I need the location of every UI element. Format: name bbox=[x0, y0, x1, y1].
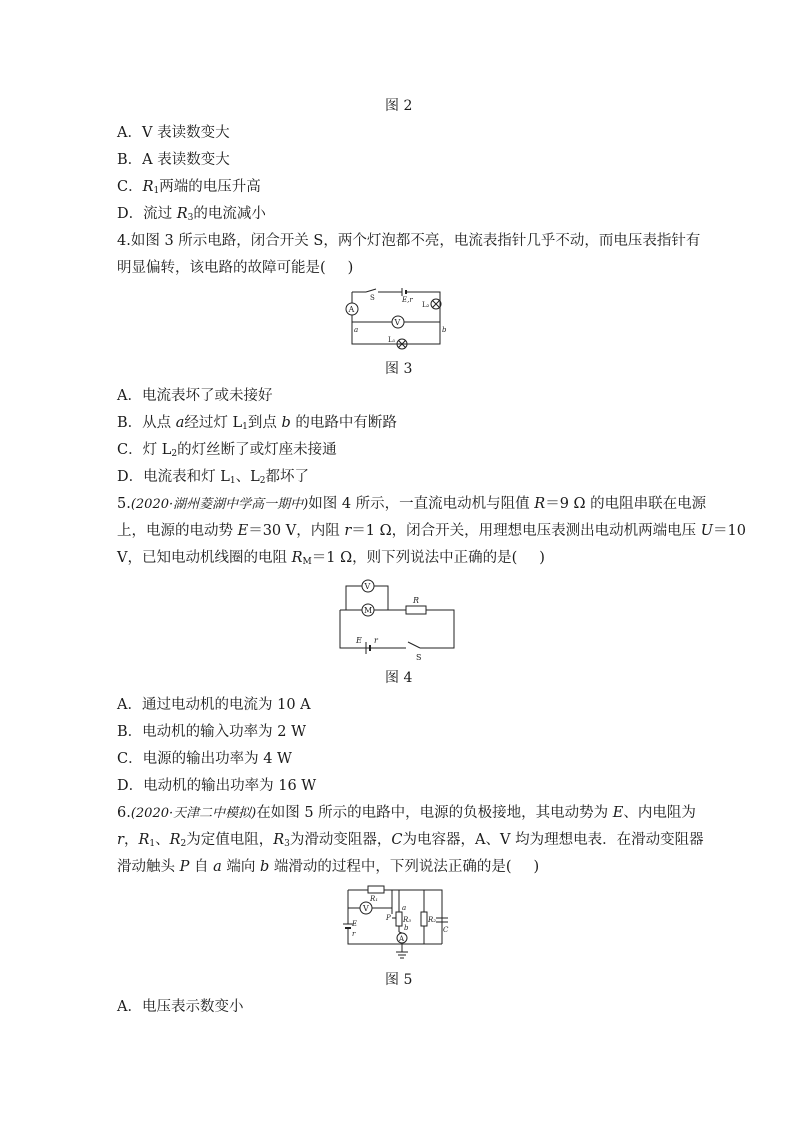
q3-option-d: D．流过 $R_3$的电流减小 bbox=[117, 206, 266, 223]
q6-option-a: A．电压表示数变小 bbox=[117, 999, 244, 1015]
fig5-circuit bbox=[340, 882, 452, 964]
fig2-caption: 图 2 bbox=[385, 98, 413, 114]
fig5-voltmeter-label: V bbox=[363, 904, 369, 913]
q6-stem-line1: 6.(2020·天津二中模拟)在如图 5 所示的电路中，电源的负极接地，其电动势为 E、内电阻为 bbox=[117, 805, 696, 821]
q6-stem-line3: 滑动触头 P 自 a 端向 b 端滑动的过程中，下列说法正确的是( ) bbox=[117, 859, 540, 875]
fig5-cap-label: C bbox=[443, 926, 449, 934]
fig5-emf-label: E bbox=[352, 920, 358, 928]
q5-stem-line1: 5.(2020·湖州菱湖中学高一期中)如图 4 所示，一直流电动机与阻值 R＝9 Ω 的电阻串联在电源 bbox=[117, 496, 707, 512]
q5-stem-line2: 上，电源的电动势 E＝30 V，内阻 r＝1 Ω，闭合开关，用理想电压表测出电动机两端电压 U＝10 bbox=[117, 523, 746, 539]
fig5-slider-label: P bbox=[386, 914, 391, 922]
fig3-caption: 图 3 bbox=[385, 361, 413, 377]
q3-option-b: B．A 表读数变大 bbox=[117, 152, 230, 168]
fig5-caption: 图 5 bbox=[385, 972, 413, 988]
fig4-caption: 图 4 bbox=[385, 670, 413, 686]
q5-option-a: A．通过电动机的电流为 10 A bbox=[117, 697, 311, 713]
fig4-emf-label: E bbox=[356, 636, 362, 645]
fig3-battery-label: E,r bbox=[402, 296, 413, 304]
fig3-switch-label: S bbox=[370, 294, 375, 302]
fig5-r3-label: R₃ bbox=[403, 916, 412, 924]
q4-stem-line2: 明显偏转，该电路的故障可能是( ) bbox=[117, 260, 354, 276]
q4-option-d: D．电流表和灯 $L_1$、$L_2$都坏了 bbox=[117, 469, 309, 486]
fig3-node-b: b bbox=[442, 326, 447, 334]
q3-option-c: C．$R_1$两端的电压升高 bbox=[117, 179, 261, 196]
fig3-ammeter-label: A bbox=[348, 305, 355, 314]
q4-option-a: A．电流表坏了或未接好 bbox=[117, 388, 273, 404]
fig4-resistor-label: R bbox=[413, 596, 420, 605]
fig5-r1-label: R₁ bbox=[370, 895, 379, 903]
q3-option-a: A．V 表读数变大 bbox=[117, 125, 230, 141]
fig3-node-a: a bbox=[354, 326, 359, 334]
fig3-lamp2-label: L₂ bbox=[422, 301, 430, 309]
fig3-voltmeter-label: V bbox=[394, 318, 401, 327]
fig3-circuit bbox=[340, 284, 448, 352]
q5-option-b: B．电动机的输入功率为 2 W bbox=[117, 724, 307, 740]
q4-option-b: B．从点 a经过灯 $L_1$到点 b 的电路中有断路 bbox=[117, 415, 397, 432]
fig5-r2-label: R₂ bbox=[428, 916, 437, 924]
fig4-voltmeter-label: V bbox=[364, 582, 371, 591]
fig4-internal-label: r bbox=[374, 636, 378, 645]
fig5-ammeter-label: A bbox=[399, 935, 405, 943]
fig3-lamp1-label: L₁ bbox=[388, 336, 396, 344]
q4-option-c: C．灯 $L_2$的灯丝断了或灯座未接通 bbox=[117, 442, 337, 459]
fig5-node-b: b bbox=[404, 924, 409, 932]
fig4-motor-label: M bbox=[364, 606, 373, 615]
fig5-internal-label: r bbox=[352, 930, 356, 938]
q5-stem-line3: V，已知电动机线圈的电阻 $R_M=1$ Ω，则下列说法中正确的是( ) bbox=[117, 550, 545, 567]
q5-option-d: D．电动机的输出功率为 16 W bbox=[117, 778, 317, 794]
fig5-node-a: a bbox=[402, 904, 407, 912]
q5-option-c: C．电源的输出功率为 4 W bbox=[117, 751, 292, 767]
fig4-circuit bbox=[336, 576, 460, 662]
q4-stem-line1: 4.如图 3 所示电路，闭合开关 S，两个灯泡都不亮，电流表指针几乎不动，而电压表指针有 bbox=[117, 233, 701, 249]
q6-stem-line2: r，$R_1$、$R_2$为定值电阻，$R_3$为滑动变阻器，C为电容器，A、V 均为理想电表．在滑动变阻器 bbox=[117, 832, 704, 849]
fig4-switch-label: S bbox=[416, 653, 422, 662]
